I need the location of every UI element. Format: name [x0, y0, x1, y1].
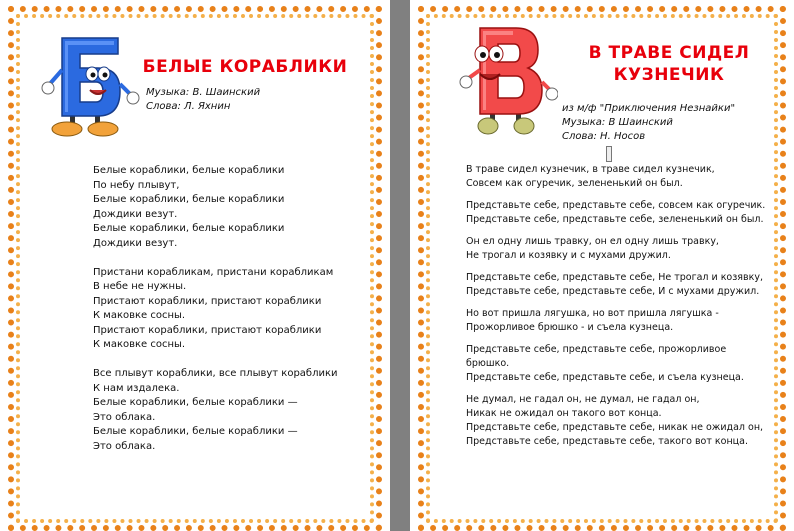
lyric-line: Белые кораблики, белые кораблики [93, 194, 285, 205]
lyric-line: Все плывут кораблики, все плывут кораблики [93, 368, 338, 379]
lyric-line: Представьте себе, представьте себе, зелененький он был. [466, 214, 764, 225]
lyric-line: Представьте себе, представьте себе, никак не ожидал он, [466, 422, 764, 433]
lyric-line: Пристают кораблики, пристают кораблики [93, 295, 322, 307]
title-line: В ТРАВЕ СИДЕЛ [588, 43, 750, 63]
stanza [466, 343, 765, 385]
lyric-line: Дождики везут. [93, 237, 178, 249]
page-title: БЕЛЫЕ КОРАБЛИКИ [142, 57, 348, 77]
lyric-line: По небу плывут, [93, 179, 180, 191]
lyric-line: В небе не нужны. [93, 281, 187, 292]
song-lyrics [466, 163, 765, 457]
lyric-line: Представьте себе, представьте себе, совсем как огуречик. [466, 200, 766, 211]
lyric-line: Никак не ожидал он такого вот конца. [466, 408, 662, 419]
lyric-line: Это облака. [93, 440, 156, 452]
stanza [466, 307, 765, 335]
lyrics-credit: Слова: Н. Носов [562, 131, 646, 142]
lyric-line: Представьте себе, представьте себе, такого вот конца. [466, 436, 748, 447]
lyric-line: Представьте себе, представьте себе, И с мухами дружил. [466, 286, 760, 297]
song-credits [562, 102, 735, 144]
lyric-line: брюшко. [466, 358, 510, 369]
song-credits [146, 86, 260, 114]
stanza [466, 393, 765, 449]
stanza [93, 367, 338, 454]
music-credit: Музыка: В. Шаинский [146, 87, 261, 98]
music-credit: Музыка: В Шаинский [562, 117, 673, 128]
lyric-line: Прожорливое брюшко - и съела кузнеца. [466, 322, 674, 333]
lyric-line: К нам издалека. [93, 382, 180, 394]
source-credit: из м/ф "Приключения Незнайки" [562, 103, 736, 114]
lyric-line: Совсем как огуречик, зелененький он был. [466, 178, 683, 189]
lyric-line: Представьте себе, представьте себе, и съела кузнеца. [466, 372, 744, 383]
lyrics-credit: Слова: Л. Яхнин [146, 101, 231, 112]
lyric-line: Белые кораблики, белые кораблики — [93, 397, 298, 408]
stanza [466, 199, 765, 227]
title-line: КУЗНЕЧИК [613, 65, 725, 85]
stanza [466, 271, 765, 299]
lyric-line: Но вот пришла лягушка, но вот пришла лягушка - [466, 308, 719, 319]
letter-v-character-icon [458, 20, 558, 138]
text-cursor-icon [606, 146, 612, 162]
page-title [560, 42, 778, 86]
left-page [0, 0, 390, 531]
lyric-line: Белые кораблики, белые кораблики — [93, 426, 298, 437]
song-lyrics [93, 164, 338, 469]
letter-b-character-icon [40, 28, 140, 140]
stanza [93, 164, 338, 251]
lyric-line: Он ел одну лишь травку, он ел одну лишь травку, [466, 236, 719, 247]
lyric-line: Представьте себе, представьте себе, прожорливое [466, 344, 727, 355]
lyric-line: Это облака. [93, 411, 156, 423]
lyric-line: В траве сидел кузнечик, в траве сидел кузнечик, [466, 164, 715, 175]
stanza [93, 266, 338, 353]
lyric-line: Не трогал и козявку и с мухами дружил. [466, 250, 671, 261]
lyric-line: Белые кораблики, белые кораблики [93, 223, 285, 234]
lyric-line: Пристают кораблики, пристают кораблики [93, 324, 322, 336]
stanza [466, 235, 765, 263]
lyric-line: Пристани корабликам, пристани корабликам [93, 266, 334, 278]
right-page [410, 0, 794, 531]
lyric-line: К маковке сосны. [93, 339, 186, 350]
lyric-line: Не думал, не гадал он, не думал, не гадал он, [466, 394, 700, 405]
lyric-line: Дождики везут. [93, 208, 178, 220]
lyric-line: К маковке сосны. [93, 310, 186, 321]
lyric-line: Представьте себе, представьте себе, Не трогал и козявку, [466, 272, 763, 283]
stanza [466, 163, 765, 191]
lyric-line: Белые кораблики, белые кораблики [93, 165, 285, 176]
